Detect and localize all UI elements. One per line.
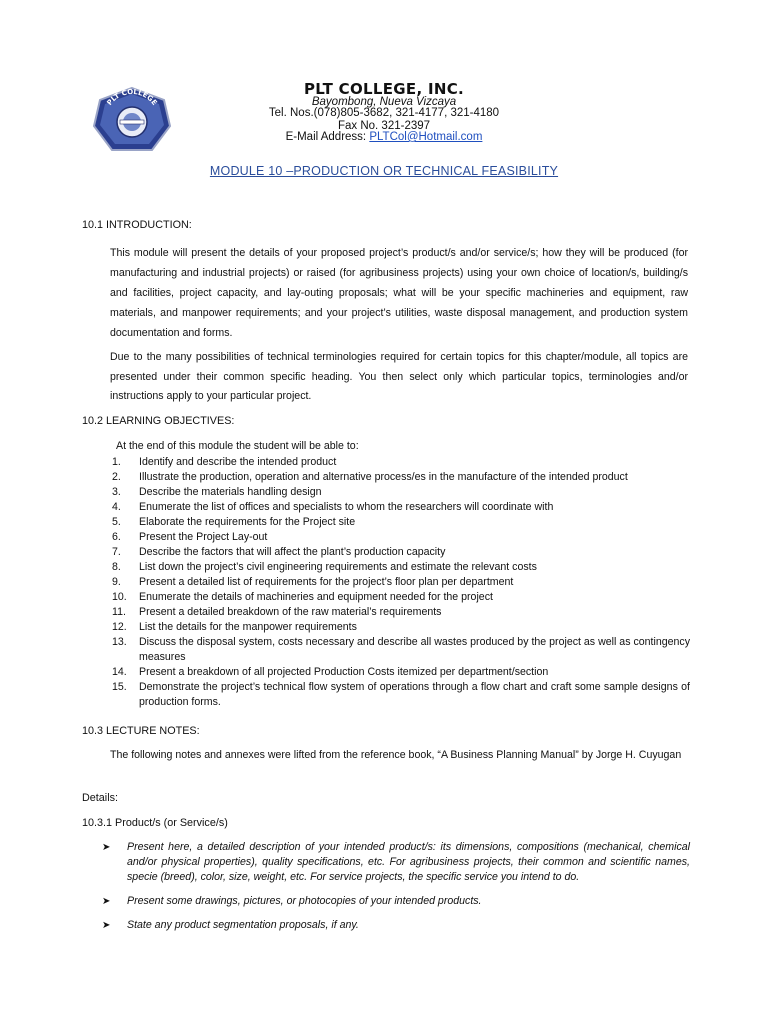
fax-number: Fax No. 321-2397 <box>337 120 431 132</box>
product-bullet-item <box>100 840 690 885</box>
product-bullet-text: Present here, a detailed description of your intended product/s: its dimensions, compositions (mechanical, chemical and/or physical properties), quality specifications, etc. For agribusiness projects, their common and scientific names, specie (breed), color, size, weight, etc. For service projects, the specific service you intend to do. <box>127 841 690 883</box>
objectives-list <box>112 455 690 710</box>
objective-item <box>112 530 690 545</box>
objective-text: Present a breakdown of all projected Production Costs itemized per department/section <box>139 666 549 678</box>
objective-text: Describe the factors that will affect the plant’s production capacity <box>139 546 446 558</box>
objective-text: Present a detailed list of requirements for the project’s floor plan per department <box>139 576 514 588</box>
objective-text: Demonstrate the project’s technical flow system of operations through a flow chart and craft some sample designs of production forms. <box>139 681 690 708</box>
product-bullet-text: Present some drawings, pictures, or photocopies of your intended products. <box>127 895 482 907</box>
objective-number: 5. <box>112 516 121 528</box>
module-title: MODULE 10 –PRODUCTION OR TECHNICAL FEASIBILITY <box>209 164 559 178</box>
objective-item <box>112 515 690 530</box>
objective-item <box>112 680 690 710</box>
objective-number: 12. <box>112 621 127 633</box>
objective-item <box>112 545 690 560</box>
arrowhead-bullet-icon: ➤ <box>102 842 111 853</box>
email-link[interactable]: PLTCol@Hotmail.com <box>369 131 483 143</box>
objective-number: 13. <box>112 636 127 648</box>
objective-item <box>112 500 690 515</box>
telephone-numbers: Tel. Nos.(078)805-3682, 321-4177, 321-4180 <box>268 107 500 119</box>
objective-number: 1. <box>112 456 121 468</box>
objective-text: List the details for the manpower requirements <box>139 621 357 633</box>
objective-number: 14. <box>112 666 127 678</box>
objective-number: 9. <box>112 576 121 588</box>
objective-number: 15. <box>112 681 127 693</box>
objective-number: 11. <box>112 606 126 618</box>
objective-text: Illustrate the production, operation and alternative process/es in the manufacture of the intended product <box>139 471 628 483</box>
objective-item <box>112 590 690 605</box>
product-bullet-item <box>100 894 690 909</box>
lecture-notes-heading: 10.3 LECTURE NOTES: <box>82 725 200 737</box>
objective-item <box>112 575 690 590</box>
product-subheading: 10.3.1 Product/s (or Service/s) <box>82 817 228 829</box>
objective-number: 10. <box>112 591 127 603</box>
objective-text: Identify and describe the intended product <box>139 456 337 468</box>
objective-number: 6. <box>112 531 121 543</box>
objective-text: List down the project’s civil engineering requirements and estimate the relevant costs <box>139 561 537 573</box>
lecture-notes-paragraph: The following notes and annexes were lifted from the reference book, “A Business Planning Manual” by Jorge H. Cuyugan <box>110 749 682 761</box>
objective-item <box>112 485 690 500</box>
product-bullet-item <box>100 918 690 933</box>
svg-text:PLT COLLEGE: PLT COLLEGE <box>105 87 159 107</box>
objective-number: 8. <box>112 561 121 573</box>
objective-text: Describe the materials handling design <box>139 486 322 498</box>
introduction-heading: 10.1 INTRODUCTION: <box>82 219 192 231</box>
college-location: Bayombong, Nueva Vizcaya <box>311 96 457 108</box>
arrowhead-bullet-icon: ➤ <box>102 896 111 907</box>
introduction-paragraph-1: This module will present the details of your proposed project’s product/s and/or service/s; how they will be produced (for manufacturing and industrial projects) or raised (for agribusiness projects) using your own choice of location/s, building/s and facilities, project capacity, and lay-outing proposals; what will be your specific machineries and equipment, raw materials, and manpower requirements; and your project’s utilities, waste disposal management, and production system documentation and forms. <box>110 247 688 339</box>
objective-item <box>112 455 690 470</box>
objective-text: Elaborate the requirements for the Project site <box>139 516 356 528</box>
objective-text: Enumerate the details of machineries and equipment needed for the project <box>139 591 493 603</box>
objective-number: 3. <box>112 486 121 498</box>
product-bullet-text: State any product segmentation proposals, if any. <box>127 919 359 931</box>
product-bullets <box>100 840 690 942</box>
objective-item <box>112 635 690 665</box>
objective-text: Discuss the disposal system, costs necessary and describe all wastes produced by the project as well as contingency measures <box>139 636 690 663</box>
objective-item <box>112 560 690 575</box>
objective-item <box>112 470 690 485</box>
objective-item <box>112 665 690 680</box>
objective-text: Present the Project Lay-out <box>139 531 268 543</box>
objective-number: 7. <box>112 546 121 558</box>
objective-item <box>112 620 690 635</box>
introduction-paragraph-2: Due to the many possibilities of technical terminologies required for certain topics for this chapter/module, all topics are presented under their common specific heading. You then select only which particular topics, terminologies and/or instructions apply to your particular project. <box>110 351 688 402</box>
email-line <box>0 131 768 143</box>
objective-number: 4. <box>112 501 121 513</box>
objective-number: 2. <box>112 471 121 483</box>
objective-text: Enumerate the list of offices and specialists to whom the researchers will coordinate with <box>139 501 554 513</box>
objectives-intro: At the end of this module the student will be able to: <box>116 440 359 452</box>
details-heading: Details: <box>82 792 119 804</box>
objectives-heading: 10.2 LEARNING OBJECTIVES: <box>82 415 235 427</box>
objective-text: Present a detailed breakdown of the raw material’s requirements <box>139 606 442 618</box>
objective-item <box>112 605 690 620</box>
college-name: PLT COLLEGE, INC. <box>303 80 465 98</box>
email-label: E-Mail Address: <box>285 131 370 143</box>
arrowhead-bullet-icon: ➤ <box>102 920 111 931</box>
